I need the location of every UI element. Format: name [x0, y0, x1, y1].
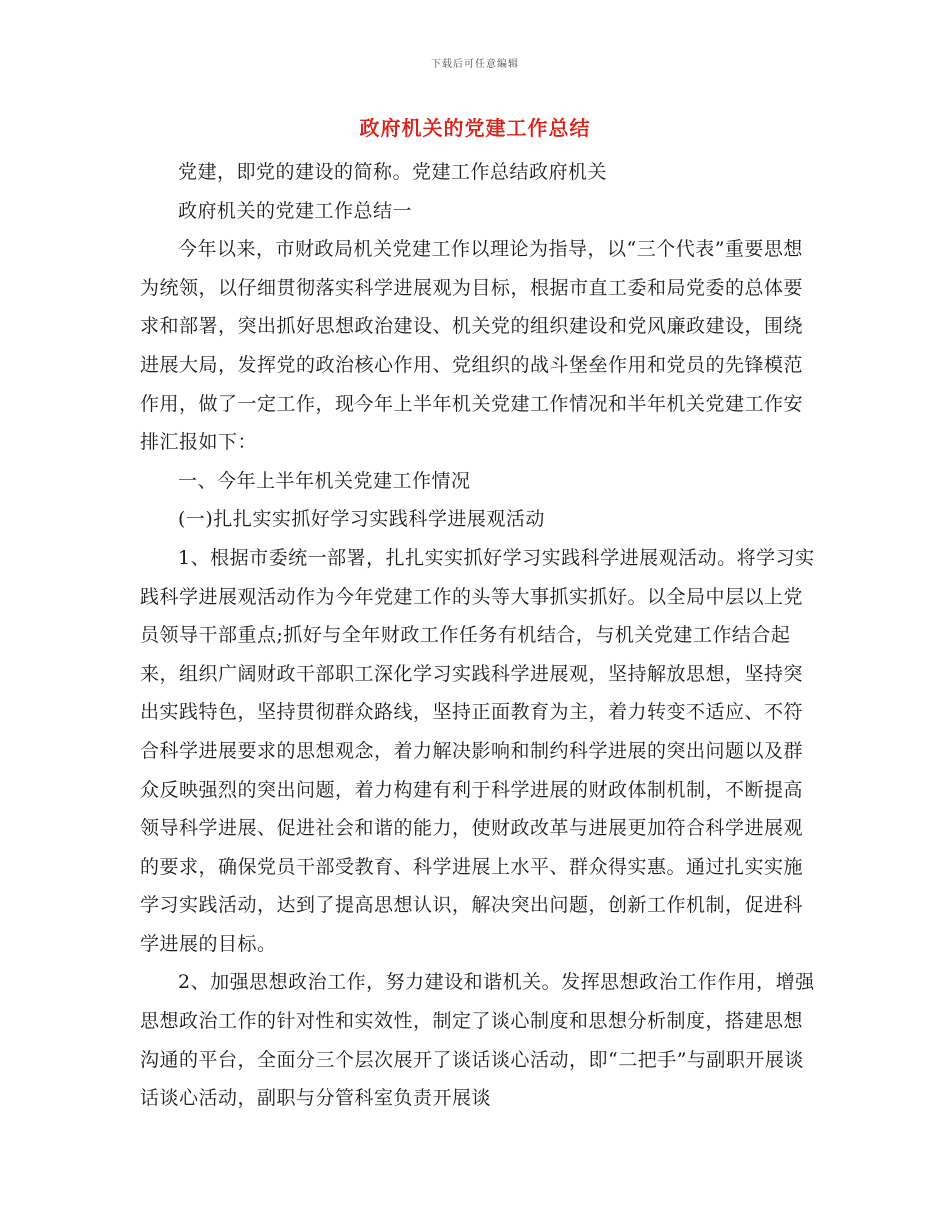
- paragraph-intro: 党建，即党的建设的简称。党建工作总结政府机关: [178, 161, 608, 183]
- section-heading-1: 一、今年上半年机关党建工作情况: [178, 469, 471, 492]
- paragraph-item-1: 1、根据市委统一部署，扎扎实实抓好学习实践科学进展观活动。将学习实践科学进展观活动作为今年党建工作的头等大事抓实抓好。以全局中层以上党员领导干部重点;抓好与全年财政工作任务有机结合，与机关党建工作结合起来，组织广阔财政干部职工深化学习实践科学进展观，坚持解放思想，坚持突出实践特色，坚持贯彻群众路线，坚持正面教育为主，着力转变不适应、不符合科学进展要求的思想观念，着力解决影响和制约科学进展的突出问题以及群众反映强烈的突出问题，着力构建有利于科学进展的财政体制机制，不断提高领导科学进展、促进社会和谐的能力，使财政改革与进展更加符合科学进展观的要求，确保党员干部受教育、科学进展上水平、群众得实惠。通过扎实实施学习实践活动，达到了提高思想认识，解决突出问题，创新工作机制，促进科学进展的目标。: [140, 546, 815, 955]
- paragraph-item-2: 2、加强思想政治工作，努力建设和谐机关。发挥思想政治工作作用，增强思想政治工作的针对性和实效性，制定了谈心制度和思想分析制度，搭建思想沟通的平台，全面分三个层次展开了谈话谈心活动，即“二把手”与副职开展谈话谈心活动，副职与分管科室负责开展谈: [140, 971, 815, 1110]
- paragraph-subtitle: 政府机关的党建工作总结一: [178, 199, 413, 222]
- paragraph-summary: 今年以来，市财政局机关党建工作以理论为指导，以“三个代表”重要思想为统领，以仔细贯彻落实科学进展观为目标，根据市直工委和局党委的总体要求和部署，突出抓好思想政治建设、机关党的组织建设和党风廉政建设，围绕进展大局，发挥党的政治核心作用、党组织的战斗堡垒作用和党员的先锋模范作用，做了一定工作，现今年上半年机关党建工作情况和半年机关党建工作安排汇报如下：: [140, 238, 804, 454]
- subsection-heading-1: (一)扎扎实实抓好学习实践科学进展观活动: [178, 508, 545, 531]
- header-note: 下载后可任意编辑: [431, 59, 519, 70]
- document-body: [140, 153, 820, 1118]
- document-title: 政府机关的党建工作总结: [359, 116, 591, 140]
